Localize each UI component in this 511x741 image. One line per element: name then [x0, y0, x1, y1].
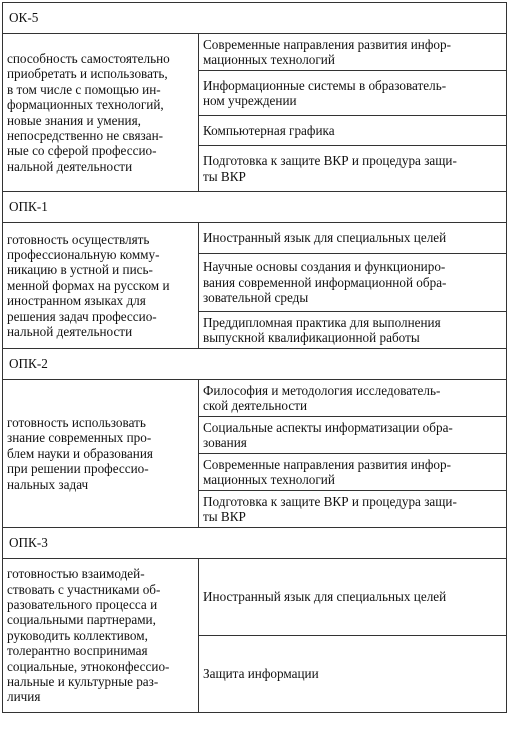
course-cell: Иностранный язык для специальных целей: [199, 223, 507, 254]
competency-description-cell: [3, 380, 199, 528]
competency-description: готовность осуществлять профессиональную комму- никацию в устной и пись- менной формах на русском и иностранном языках для решения задач профессио- нальной деятельности: [7, 231, 170, 340]
course-row: [3, 380, 507, 417]
competency-description: готовностью взаимодей- ствовать с участниками об- разовательного процесса и социальными партнерами, руководить коллективом, толерантно воспринимая социальные, этноконфессио- нальные и культурные раз- личия: [7, 566, 170, 705]
course-cell: Иностранный язык для специальных целей: [199, 559, 507, 636]
competency-description: способность самостоятельно приобретать и использовать, в том числе с помощью ин- формационных технологий, новые знания и умения, непосредственно не связан- ные со сферой профессио- нальной деятельности: [7, 50, 170, 174]
section-header-row: [3, 349, 507, 380]
competency-code-cell: [3, 528, 507, 559]
section-header-row: [3, 528, 507, 559]
course-cell: Современные направления развития инфор- мационных технологий: [199, 34, 507, 71]
competency-document: [2, 2, 506, 713]
competency-description-cell: [3, 34, 199, 192]
course-cell: Подготовка к защите ВКР и процедура защи- ты ВКР: [199, 146, 507, 192]
course-cell: Преддипломная практика для выполнения выпускной квалификационной работы: [199, 312, 507, 349]
course-cell: Философия и методология исследователь- ской деятельности: [199, 380, 507, 417]
course-cell: Информационные системы в образователь- ном учреждении: [199, 71, 507, 116]
course-cell: Компьютерная графика: [199, 116, 507, 146]
course-row: [3, 559, 507, 636]
competency-code-cell: [3, 349, 507, 380]
competency-code-cell: [3, 3, 507, 34]
course-cell: Научные основы создания и функциониро- вания современной информационной обра- зовательной среды: [199, 254, 507, 312]
course-row: [3, 223, 507, 254]
competency-description-cell: [3, 223, 199, 349]
competency-table: [2, 2, 507, 713]
competency-code: ОК-5: [9, 10, 39, 26]
competency-code: ОПК-1: [9, 199, 48, 215]
course-cell: Защита информации: [199, 636, 507, 713]
course-cell: Подготовка к защите ВКР и процедура защи- ты ВКР: [199, 491, 507, 528]
competency-code: ОПК-3: [9, 535, 48, 551]
section-header-row: [3, 192, 507, 223]
course-cell: Социальные аспекты информатизации обра- зования: [199, 417, 507, 454]
competency-code: ОПК-2: [9, 356, 48, 372]
course-row: [3, 34, 507, 71]
competency-description-cell: [3, 559, 199, 713]
competency-description: готовность использовать знание современных про- блем науки и образования при решении профессио- нальных задач: [7, 414, 153, 492]
competency-code-cell: [3, 192, 507, 223]
section-header-row: [3, 3, 507, 34]
course-cell: Современные направления развития инфор- мационных технологий: [199, 454, 507, 491]
